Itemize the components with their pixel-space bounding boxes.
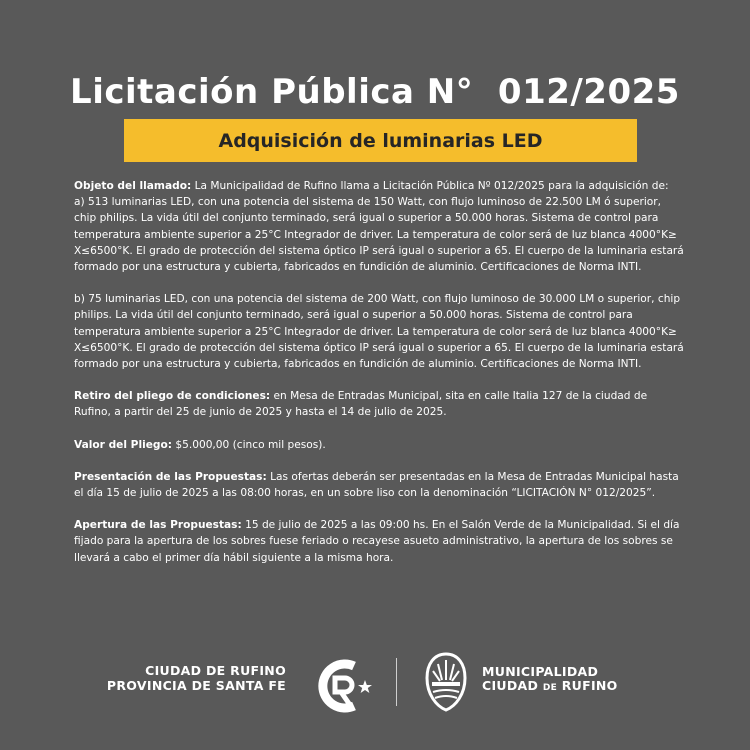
retiro-paragraph	[74, 388, 684, 420]
objeto-item-a: a) 513 luminarias LED, con una potencia del sistema de 150 Watt, con flujo luminoso de 22.500 LM ó superior, chip philips. La vida útil del conjunto terminado, será igual o superior a 50.000 horas. Sistema de control para temperatura ambiente superior a 25°C Integrador de driver. La temperatura de color será de luz blanca 4000°K≥ X≤6500°K. El grado de protección del sistema óptico IP será igual o superior a 65. El cuerpo de la luminaria estará formado por una estructura y cubierta, fabricados en fundición de aluminio. Certificaciones de Norma INTI.	[74, 196, 684, 274]
objeto-intro-text: La Municipalidad de Rufino llama a Licitación Pública Nº 012/2025 para la adquisición de:	[191, 180, 669, 192]
subtitle-text: Adquisición de luminarias LED	[218, 129, 543, 152]
footer-municipality-name: MUNICIPALIDAD	[482, 664, 599, 679]
valor-label: Valor del Pliego:	[74, 438, 172, 451]
footer-city-word: CIUDAD	[482, 678, 543, 693]
presentacion-paragraph	[74, 469, 684, 501]
municipal-shield-icon	[424, 652, 468, 712]
objeto-item-b: b) 75 luminarias LED, con una potencia del sistema de 200 Watt, con flujo luminoso de 30.000 LM o superior, chip philips. La vida útil del conjunto terminado, será igual o superior a 50.000 horas. Sistema de control para temperatura ambiente superior a 25°C Integrador de driver. La temperatura de color será de luz blanca 4000°K≥ X≤6500°K. El grado de protección del sistema óptico IP será igual o superior a 65. El cuerpo de la luminaria estará formado por una estructura y cubierta, fabricados en fundición de aluminio. Certificaciones de Norma INTI.	[74, 293, 684, 371]
valor-paragraph	[74, 437, 684, 453]
subtitle-banner	[124, 119, 637, 162]
city-logo-icon	[310, 656, 376, 716]
footer-divider	[396, 658, 397, 706]
retiro-text: en Mesa de Entradas Municipal, sita en calle Italia 127 de la ciudad de Rufino, a partir del 25 de junio de 2025 y hasta el 14 de julio de 2025.	[74, 390, 648, 419]
apertura-paragraph	[74, 517, 684, 566]
footer-city-text	[107, 663, 286, 693]
objeto-intro	[74, 178, 684, 194]
footer-municipality-city	[482, 679, 618, 695]
document-body	[74, 178, 684, 582]
footer-city-name: CIUDAD DE RUFINO	[145, 663, 286, 678]
presentacion-text: Las ofertas deberán ser presentadas en la Mesa de Entradas Municipal hasta el día 15 de julio de 2025 a las 08:00 horas, en un sobre liso con la denominación “LICITACIÓN N° 012/2025”.	[74, 470, 679, 500]
footer-rufino-word: RUFINO	[557, 678, 618, 693]
footer	[0, 650, 750, 720]
presentacion-label: Presentación de las Propuestas:	[74, 470, 267, 483]
footer-de-word: DE	[542, 683, 558, 693]
retiro-label: Retiro del pliego de condiciones:	[74, 390, 271, 403]
footer-municipality-text	[482, 665, 618, 695]
page-title: Licitación Pública N° 012/2025	[70, 72, 680, 112]
valor-text: $5.000,00 (cinco mil pesos).	[172, 438, 326, 451]
footer-province-name: PROVINCIA DE SANTA FE	[106, 678, 286, 693]
apertura-label: Apertura de las Propuestas:	[74, 519, 242, 532]
objeto-label: Objeto del llamado:	[74, 180, 192, 192]
apertura-text: 15 de julio de 2025 a las 09:00 hs. En el Salón Verde de la Municipalidad. Si el día fijado para la apertura de los sobres fuese feriado o recayese asueto administrativo, la apertura de los sobres se llevará a cabo el primer día hábil siguiente a la misma hora.	[74, 519, 680, 564]
